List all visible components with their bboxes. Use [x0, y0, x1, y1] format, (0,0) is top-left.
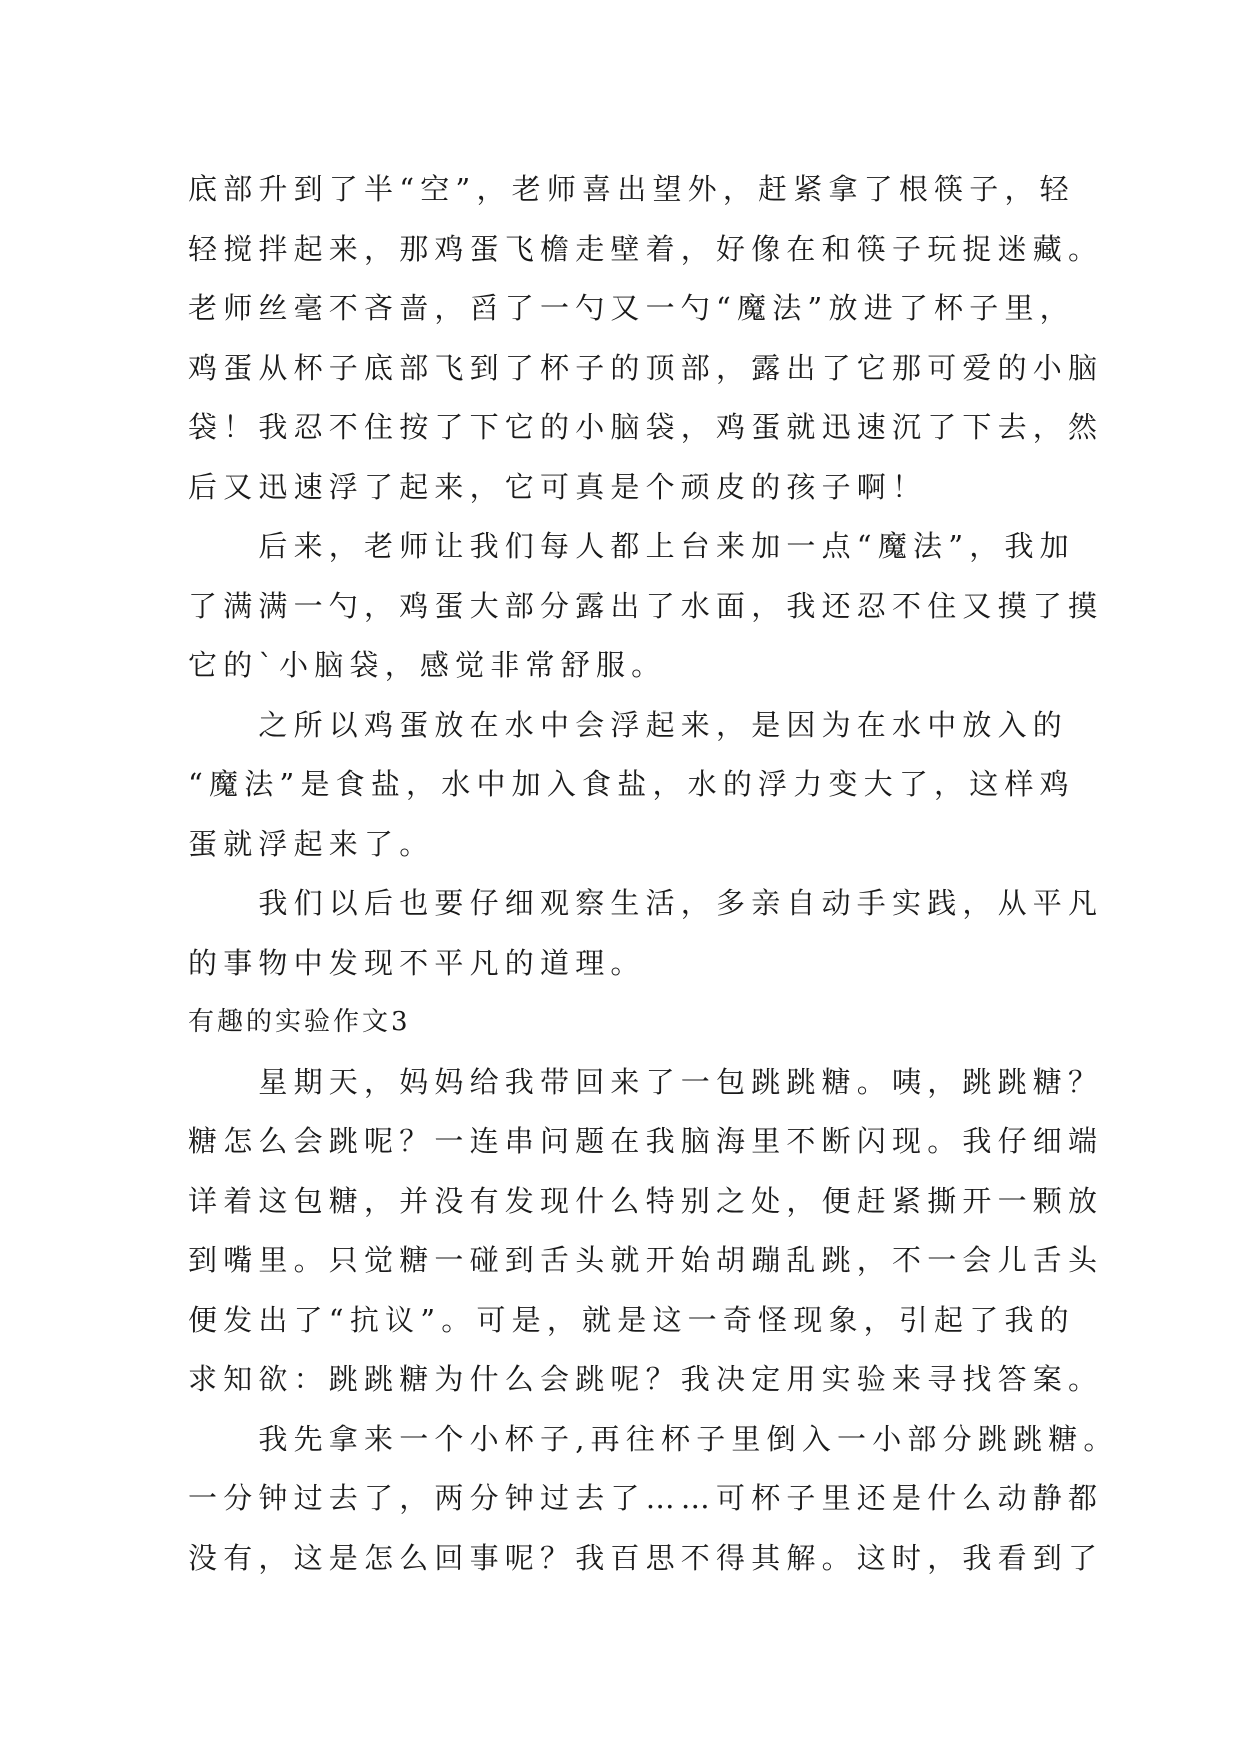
section-heading: 有趣的实验作文3 — [188, 1007, 411, 1037]
text-line: 它的`小脑袋，感觉非常舒服。 — [188, 648, 667, 682]
text-line: 我先拿来一个小杯子,再往杯子里倒入一小部分跳跳糖。 — [188, 1421, 1119, 1456]
text-line: 后来，老师让我们每人都上台来加一点“魔法”，我加 — [188, 529, 1075, 563]
text-line: 了满满一勺，鸡蛋大部分露出了水面，我还忍不住又摸了摸 — [188, 588, 1104, 623]
text-line: 到嘴里。只觉糖一碰到舌头就开始胡蹦乱跳，不一会儿舌头 — [188, 1243, 1104, 1277]
text-line: 星期天，妈妈给我带回来了一包跳跳糖。咦，跳跳糖？ — [188, 1064, 1104, 1099]
text-line: 后又迅速浮了起来，它可真是个顽皮的孩子啊！ — [188, 469, 928, 504]
text-line: 一分钟过去了，两分钟过去了……可杯子里还是什么动静都 — [188, 1481, 1104, 1515]
text-line: “魔法”是食盐，水中加入食盐，水的浮力变大了，这样鸡 — [188, 767, 1075, 801]
text-line: 老师丝毫不吝啬，舀了一勺又一勺“魔法”放进了杯子里， — [188, 291, 1075, 325]
text-line: 我们以后也要仔细观察生活，多亲自动手实践，从平凡 — [188, 886, 1104, 920]
text-line: 轻搅拌起来，那鸡蛋飞檐走壁着，好像在和筷子玩捉迷藏。 — [188, 231, 1104, 266]
text-line: 鸡蛋从杯子底部飞到了杯子的顶部，露出了它那可爱的小脑 — [188, 350, 1104, 385]
text-line: 底部升到了半“空”，老师喜出望外，赶紧拿了根筷子，轻 — [188, 172, 1075, 206]
text-line: 之所以鸡蛋放在水中会浮起来，是因为在水中放入的 — [188, 707, 1069, 742]
text-line: 没有，这是怎么回事呢？我百思不得其解。这时，我看到了 — [188, 1540, 1104, 1575]
text-line: 糖怎么会跳呢？一连串问题在我脑海里不断闪现。我仔细端 — [188, 1124, 1104, 1158]
text-line: 便发出了“抗议”。可是，就是这一奇怪现象，引起了我的 — [188, 1302, 1075, 1337]
text-line: 详着这包糖，并没有发现什么特别之处，便赶紧撕开一颗放 — [188, 1183, 1104, 1218]
text-line: 袋！我忍不住按了下它的小脑袋，鸡蛋就迅速沉了下去，然 — [188, 410, 1104, 444]
text-line: 的事物中发现不平凡的道理。 — [188, 945, 646, 980]
text-line: 求知欲：跳跳糖为什么会跳呢？我决定用实验来寻找答案。 — [188, 1362, 1104, 1396]
essay-body — [188, 160, 1119, 1588]
text-line: 蛋就浮起来了。 — [188, 826, 435, 861]
